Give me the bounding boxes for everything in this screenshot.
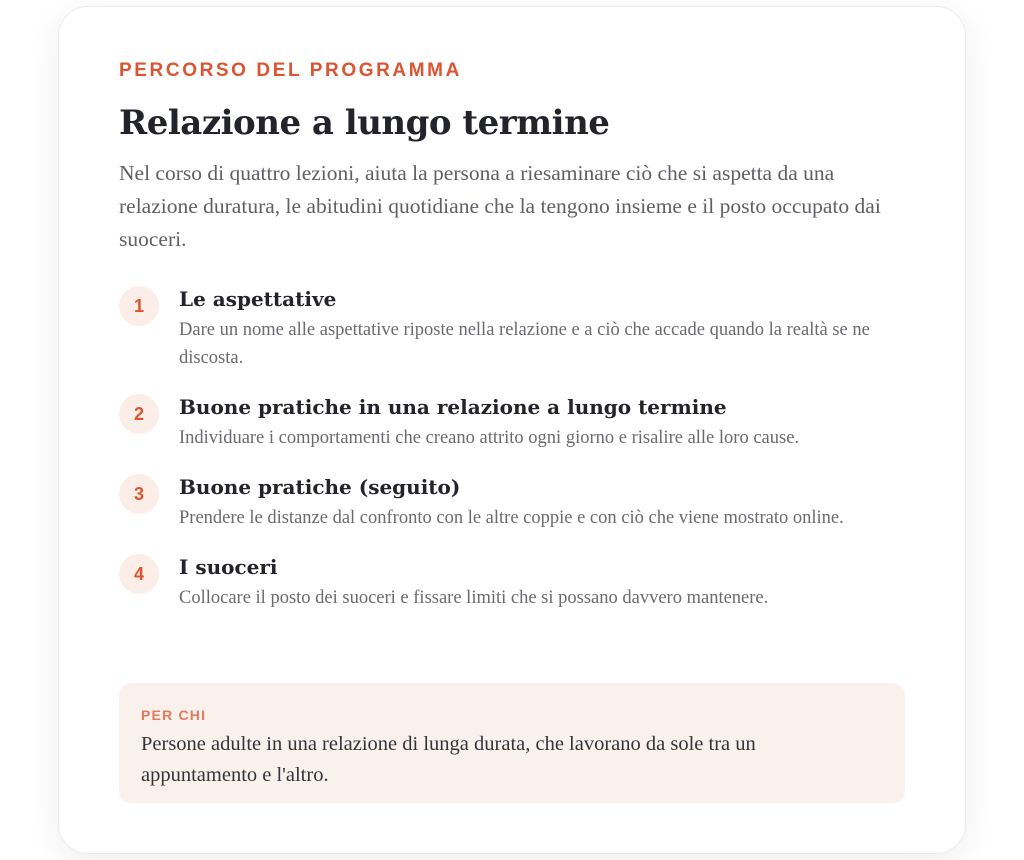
audience-text: Persone adulte in una relazione di lunga durata, che lavorano da sole tra un appuntamento e l'altro. [141, 733, 756, 786]
lesson-item [119, 474, 905, 532]
lesson-description: Individuare i comportamenti che creano attrito ogni giorno e risalire alle loro cause. [179, 428, 800, 448]
lesson-title: Buone pratiche in una relazione a lungo termine [179, 395, 727, 419]
lesson-number-badge: 1 [119, 286, 159, 326]
lesson-item [119, 394, 905, 452]
program-intro: Nel corso di quattro lezioni, aiuta la persona a riesaminare ciò che si aspetta da una relazione duratura, le abitudini quotidiane che la tengono insieme e il posto occupato dai suoceri. [119, 161, 881, 251]
program-title: Relazione a lungo termine [119, 103, 610, 143]
lesson-description: Prendere le distanze dal confronto con le altre coppie e con ciò che viene mostrato online. [179, 508, 844, 528]
lesson-list [119, 286, 905, 612]
lesson-item [119, 554, 905, 612]
lesson-title: I suoceri [179, 555, 278, 579]
lesson-number-badge: 2 [119, 394, 159, 434]
audience-label: PER CHI [141, 707, 207, 723]
program-card [58, 6, 966, 854]
lesson-description: Collocare il posto dei suoceri e fissare limiti che si possano davvero mantenere. [179, 588, 769, 608]
lesson-description: Dare un nome alle aspettative riposte nella relazione e a ciò che accade quando la realtà se ne discosta. [179, 320, 870, 368]
lesson-number-badge: 4 [119, 554, 159, 594]
audience-box [119, 683, 905, 803]
lesson-item [119, 286, 905, 372]
lesson-number-badge: 3 [119, 474, 159, 514]
lesson-title: Buone pratiche (seguito) [179, 475, 461, 499]
lesson-title: Le aspettative [179, 287, 337, 311]
program-eyebrow: PERCORSO DEL PROGRAMMA [119, 60, 462, 81]
